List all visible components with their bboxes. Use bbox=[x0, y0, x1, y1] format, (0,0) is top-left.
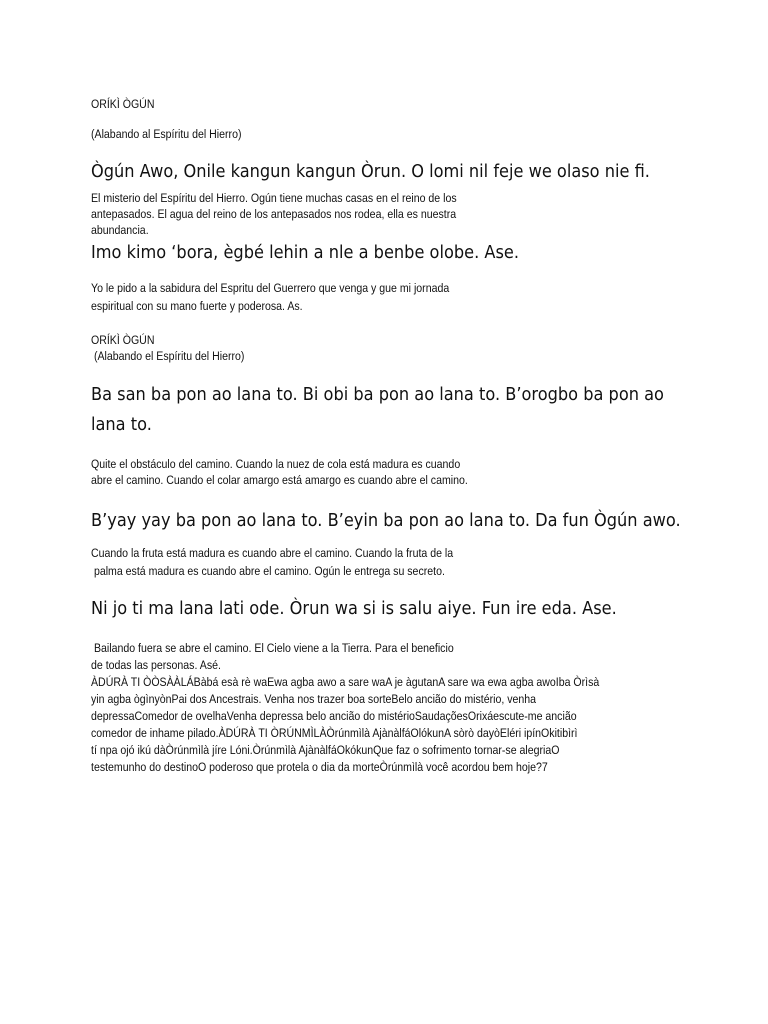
yoruba-verse: Imo kimo ‘bora, ègbé lehin a nle a benbe olobe. Ase. bbox=[91, 243, 519, 263]
prayer-text-line: ÀDÚRÀ TI ÒÒSÀÀLÁBàbá esà rè waEwa agba awo a sare waA je àgutanA sare wa ewa agba awoIba Òrìsà bbox=[91, 675, 600, 689]
prayer-text-line: yin agba ògìnyònPai dos Ancestrais. Venha nos trazer boa sorteBelo ancião do mistério, venha bbox=[91, 692, 537, 706]
yoruba-verse: Ni jo ti ma lana lati ode. Òrun wa si is salu aiye. Fun ire eda. Ase. bbox=[91, 599, 617, 619]
translation-line: Quite el obstáculo del camino. Cuando la nuez de cola está madura es cuando bbox=[91, 457, 461, 471]
prayer-text-line: testemunho do destinoO poderoso que protela o dia da morteÒrúnmìlà você acordou bem hoje?7 bbox=[91, 760, 548, 774]
subheading: (Alabando el Espíritu del Hierro) bbox=[91, 349, 245, 363]
translation-line: palma está madura es cuando abre el camino. Ogún le entrega su secreto. bbox=[91, 564, 445, 578]
yoruba-verse: Ba san ba pon ao lana to. Bi obi ba pon ao lana to. B’orogbo ba pon ao bbox=[91, 385, 664, 405]
heading-oriki-ogun: ORÍKÌ ÒGÚN bbox=[91, 97, 155, 111]
yoruba-verse: Ògún Awo, Onile kangun kangun Òrun. O lomi nil feje we olaso nie fi. bbox=[91, 162, 650, 182]
translation-line: El misterio del Espíritu del Hierro. Ogún tiene muchas casas en el reino de los bbox=[91, 191, 457, 205]
yoruba-verse: lana to. bbox=[91, 415, 152, 435]
translation-line: de todas las personas. Asé. bbox=[91, 658, 221, 672]
translation-line: espiritual con su mano fuerte y poderosa. As. bbox=[91, 299, 303, 313]
prayer-text-line: comedor de inhame pilado.ÀDÚRÀ TI ÒRÚNMÌLÀÒrúnmìlà AjànàlfáOlókunA sòrò dayòEléri ipínOkitibìrì bbox=[91, 726, 578, 740]
heading-oriki-ogun: ORÍKÌ ÒGÚN bbox=[91, 333, 155, 347]
yoruba-verse: B’yay yay ba pon ao lana to. B’eyin ba pon ao lana to. Da fun Ògún awo. bbox=[91, 511, 681, 531]
translation-line: Bailando fuera se abre el camino. El Cielo viene a la Tierra. Para el beneficio bbox=[91, 641, 454, 655]
translation-line: Cuando la fruta está madura es cuando abre el camino. Cuando la fruta de la bbox=[91, 546, 454, 560]
translation-line: Yo le pido a la sabidura del Espritu del Guerrero que venga y gue mi jornada bbox=[91, 281, 450, 295]
translation-line: abre el camino. Cuando el colar amargo está amargo es cuando abre el camino. bbox=[91, 473, 468, 487]
subheading: (Alabando al Espíritu del Hierro) bbox=[91, 127, 242, 141]
translation-line: abundancia. bbox=[91, 223, 149, 237]
translation-line: antepasados. El agua del reino de los antepasados nos rodea, ella es nuestra bbox=[91, 207, 457, 221]
prayer-text-line: tí npa ojó ikú dàÒrúnmìlà jíre Lóni.Òrúnmìlà AjànàlfáOkókunQue faz o sofrimento tornar-se alegriaO bbox=[91, 743, 560, 757]
prayer-text-line: depressaComedor de ovelhaVenha depressa belo ancião do mistérioSaudaçõesOrixáescute-me ancião bbox=[91, 709, 577, 723]
